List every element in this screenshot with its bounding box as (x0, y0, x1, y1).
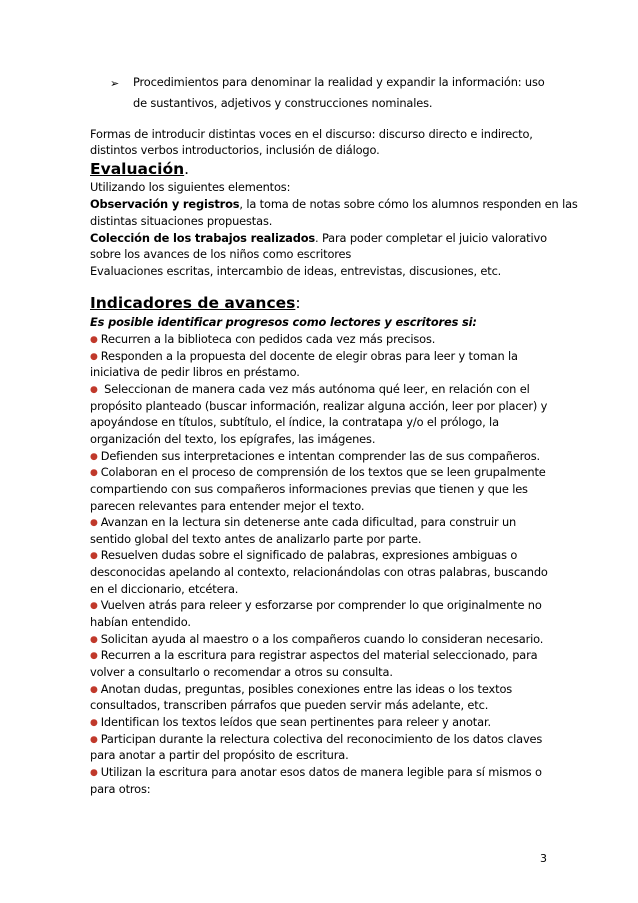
indicator-text: Solicitan ayuda al maestro o a los compañeros cuando lo consideran necesario. (100, 631, 544, 646)
evaluacion-heading (90, 159, 189, 179)
indicator-line (90, 664, 393, 681)
coleccion-rest: . Para poder completar el juicio valorativo (315, 231, 547, 245)
red-bullet-icon: ● (90, 384, 98, 395)
observacion-line (90, 196, 578, 213)
evaluaciones-line: Evaluaciones escritas, intercambio de ideas, entrevistas, discusiones, etc. (90, 264, 502, 278)
indicator-text: habían entendido. (90, 615, 191, 630)
indicator-text: para anotar a partir del propósito de escritura. (90, 748, 349, 763)
indicator-text: consultados, transcriben párrafos que pueden servir más adelante, etc. (90, 698, 489, 713)
indicator-line (90, 681, 512, 699)
formas-line-2: distintos verbos introductorios, inclusión de diálogo. (90, 143, 380, 157)
indicator-text: organización del texto, los epígrafes, las imágenes. (90, 431, 376, 446)
indicator-text: Responden a la propuesta del docente de elegir obras para leer y toman la (100, 348, 518, 363)
indicator-line (90, 647, 537, 665)
indicator-line (90, 581, 238, 598)
red-bullet-icon: ● (90, 651, 98, 662)
indicator-text: sentido global del texto antes de analizarlo parte por parte. (90, 531, 422, 546)
red-bullet-icon: ● (90, 684, 98, 695)
coleccion-bold: Colección de los trabajos realizados (90, 231, 316, 245)
red-bullet-icon: ● (90, 767, 98, 778)
arrow-bullet-icon: ➢ (110, 77, 120, 90)
indicator-line (90, 381, 530, 399)
indicator-line (90, 531, 421, 548)
indicator-line (90, 597, 542, 615)
indicator-line (90, 781, 150, 798)
indicator-line (90, 464, 546, 482)
red-bullet-icon: ● (90, 634, 98, 645)
formas-line-1: Formas de introducir distintas voces en el discurso: discurso directo e indirecto, (90, 127, 533, 141)
indicator-line (90, 764, 542, 782)
indicator-text: Avanzan en la lectura sin detenerse ante cada dificultad, para construir un (100, 515, 517, 530)
indicator-text: volver a consultarlo o recomendar a otros su consulta. (90, 665, 393, 679)
indicator-text: Vuelven atrás para releer y esforzarse por comprender lo que originalmente no (100, 598, 542, 613)
indicator-text: en el diccionario, etcétera. (90, 581, 239, 596)
indicator-line (90, 547, 517, 565)
indicator-line (90, 697, 488, 714)
indicator-line (90, 747, 349, 764)
observacion-line-2: distintas situaciones propuestas. (90, 214, 273, 228)
indicator-line (90, 498, 364, 515)
indicadores-title-suffix: : (295, 294, 301, 312)
indicator-text: Recurren a la biblioteca con pedidos cada vez más precisos. (100, 332, 436, 346)
indicator-text: Seleccionan de manera cada vez más autónoma qué leer, en relación con el (100, 381, 530, 396)
observacion-bold: Observación y registros (90, 197, 240, 211)
list-item-line-2: de sustantivos, adjetivos y construcciones nominales. (133, 96, 433, 110)
indicator-text: Anotan dudas, preguntas, posibles conexiones entre las ideas o los textos (100, 681, 513, 696)
indicator-line (90, 364, 300, 381)
indicator-line (90, 481, 528, 498)
red-bullet-icon: ● (90, 351, 98, 362)
red-bullet-icon: ● (90, 601, 98, 612)
indicator-text: Colaboran en el proceso de comprensión de los textos que se leen grupalmente (100, 465, 546, 480)
indicator-line (90, 731, 542, 749)
indicator-line (90, 448, 540, 466)
observacion-rest: , la toma de notas sobre cómo los alumnos responden en las (239, 197, 578, 211)
indicator-text: Utilizan la escritura para anotar esos datos de manera legible para sí mismos o (100, 764, 542, 779)
indicator-text: parecen relevantes para entender mejor el texto. (90, 498, 365, 513)
list-item-line-1: Procedimientos para denominar la realidad y expandir la información: uso (133, 75, 545, 89)
indicator-text: iniciativa de pedir libros en préstamo. (90, 365, 300, 380)
coleccion-line (90, 230, 547, 247)
red-bullet-icon: ● (90, 468, 98, 479)
indicator-line (90, 714, 491, 732)
evaluacion-title: Evaluación (90, 160, 185, 178)
indicator-text: apoyándose en títulos, subtítulo, el índice, la contratapa y/o el prólogo, la (90, 415, 499, 430)
indicator-line (90, 398, 547, 415)
evaluacion-title-suffix: . (184, 160, 190, 178)
red-bullet-icon: ● (90, 518, 98, 529)
indicator-line (90, 564, 548, 581)
red-bullet-icon: ● (90, 734, 98, 745)
indicator-text: para otros: (90, 781, 151, 796)
indicator-text: desconocidas apelando al contexto, relacionándolas con otras palabras, buscando (90, 565, 548, 580)
evaluacion-intro: Utilizando los siguientes elementos: (90, 180, 291, 194)
indicator-text: Participan durante la relectura colectiva del reconocimiento de los datos claves (100, 731, 543, 746)
red-bullet-icon: ● (90, 717, 98, 728)
indicator-line (90, 514, 516, 532)
indicator-text: Defienden sus interpretaciones e intentan comprender las de sus compañeros. (100, 448, 541, 463)
red-bullet-icon: ● (90, 335, 98, 345)
indicator-text: Recurren a la escritura para registrar aspectos del material seleccionado, para (100, 648, 538, 663)
red-bullet-icon: ● (90, 551, 98, 562)
indicadores-heading (90, 293, 301, 313)
indicator-line (90, 614, 191, 631)
indicator-line (90, 431, 375, 448)
indicadores-title: Indicadores de avances (90, 294, 296, 312)
indicator-line (90, 631, 543, 649)
indicator-text: compartiendo con sus compañeros informaciones previas que tienen y que les (90, 481, 528, 496)
indicator-line (90, 414, 499, 431)
indicator-text: Resuelven dudas sobre el significado de palabras, expresiones ambiguas o (100, 548, 518, 563)
indicator-line (90, 348, 518, 366)
indicadores-subtitle: Es posible identificar progresos como lectores y escritores si: (90, 315, 477, 329)
red-bullet-icon: ● (90, 451, 98, 462)
indicator-line (90, 331, 435, 349)
indicator-text: Identifican los textos leídos que sean pertinentes para releer y anotar. (100, 714, 491, 729)
coleccion-line-2: sobre los avances de los niños como escritores (90, 247, 352, 261)
indicator-text: propósito planteado (buscar información, realizar alguna acción, leer por placer) y (90, 398, 548, 413)
page-number: 3 (540, 852, 547, 865)
